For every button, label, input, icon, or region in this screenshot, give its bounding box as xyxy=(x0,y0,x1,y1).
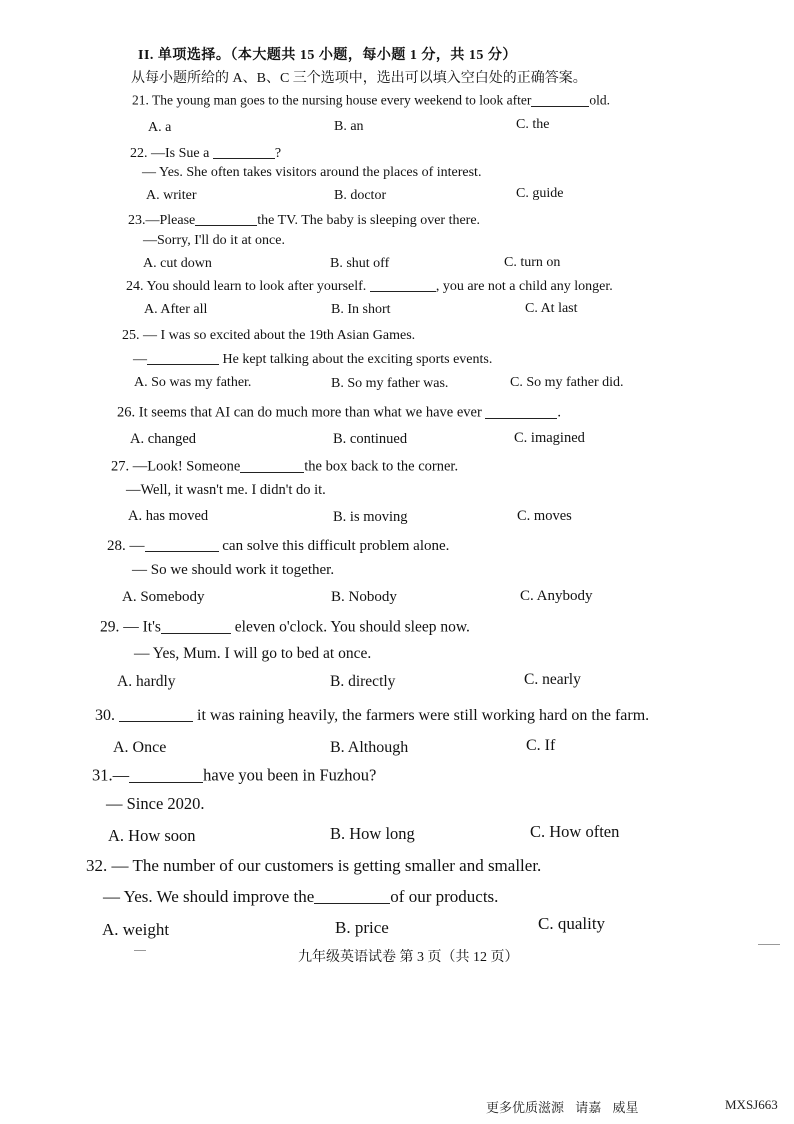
answer-blank xyxy=(161,617,231,634)
option-a: A. cut down xyxy=(143,256,212,271)
answer-blank xyxy=(485,403,557,419)
option-a: A. weight xyxy=(102,920,170,939)
question-number: 21. xyxy=(132,92,149,108)
question-28-reply: — So we should work it together. xyxy=(132,562,335,578)
watermark-text: 更多优质滋源 请嘉 威星 xyxy=(486,1100,639,1115)
option-a: A. a xyxy=(148,120,172,135)
question-text: — xyxy=(129,538,145,554)
question-text: —Look! Someone xyxy=(132,458,241,475)
option-b: B. Although xyxy=(330,739,409,756)
option-c: C. So my father did. xyxy=(510,375,624,390)
question-21 xyxy=(132,92,610,109)
question-32-reply xyxy=(103,886,498,907)
question-number: 23. xyxy=(128,213,146,228)
option-a: A. hardly xyxy=(117,673,176,690)
question-text: . xyxy=(557,404,562,421)
answer-blank xyxy=(195,211,257,226)
question-number: 29. xyxy=(100,618,120,636)
option-a: A. So was my father. xyxy=(134,375,252,390)
question-22 xyxy=(130,144,281,162)
question-text: can solve this difficult problem alone. xyxy=(218,538,450,554)
question-31-reply: — Since 2020. xyxy=(106,794,205,813)
question-27 xyxy=(111,457,458,476)
question-text: eleven o'clock. You should sleep now. xyxy=(230,618,470,636)
answer-blank xyxy=(240,457,304,473)
section-instructions: 从每小题所给的 A、B、C 三个选项中，选出可以填入空白处的正确答案。 xyxy=(131,71,587,86)
option-a: A. Once xyxy=(113,739,167,756)
option-c: C. Anybody xyxy=(520,588,593,604)
question-number: 22. xyxy=(130,146,148,161)
question-text: The young man goes to the nursing house every weekend to look after xyxy=(152,92,532,108)
question-number: 25. xyxy=(122,328,140,343)
question-text: —Is Sue a xyxy=(151,146,213,161)
question-25 xyxy=(122,328,415,344)
question-number: 30. xyxy=(95,707,115,724)
option-c: C. quality xyxy=(538,914,606,933)
question-text: — I was so excited about the 19th Asian Games. xyxy=(143,328,416,343)
question-number: 27. xyxy=(111,458,130,475)
option-b: B. Nobody xyxy=(331,589,397,605)
question-22-reply: — Yes. She often takes visitors around the places of interest. xyxy=(142,165,482,180)
option-c: C. At last xyxy=(525,301,578,316)
option-b: B. doctor xyxy=(334,188,387,203)
option-a: A. Somebody xyxy=(122,589,205,605)
question-30 xyxy=(95,705,649,725)
option-b: B. price xyxy=(335,918,389,937)
question-25-reply xyxy=(133,350,492,368)
question-27-reply: —Well, it wasn't me. I didn't do it. xyxy=(126,482,326,498)
scan-speck xyxy=(134,950,146,951)
question-24 xyxy=(126,277,613,295)
option-a: A. How soon xyxy=(108,826,196,845)
option-c: C. turn on xyxy=(504,255,561,270)
question-text: — It's xyxy=(123,618,161,636)
option-a: A. After all xyxy=(144,302,208,317)
option-c: C. nearly xyxy=(524,671,581,688)
question-29 xyxy=(100,617,470,637)
option-b: B. So my father was. xyxy=(331,376,449,391)
question-text: — xyxy=(112,765,130,785)
option-c: C. How often xyxy=(530,822,620,841)
option-a: A. changed xyxy=(130,431,197,447)
question-text: the box back to the corner. xyxy=(304,458,459,475)
question-text: — Yes. We should improve the xyxy=(103,887,315,906)
question-text: —Please xyxy=(145,213,196,228)
question-number: 28. xyxy=(107,538,126,554)
option-c: C. If xyxy=(526,737,556,754)
option-c: C. imagined xyxy=(514,430,585,446)
question-text: , you are not a child any longer. xyxy=(435,279,613,294)
option-b: B. an xyxy=(334,119,364,134)
question-number: 24. xyxy=(126,279,144,294)
question-text: It seems that AI can do much more than what we have ever xyxy=(138,404,486,421)
question-text: You should learn to look after yourself. xyxy=(146,279,370,294)
question-23 xyxy=(128,211,480,229)
answer-blank xyxy=(370,277,436,292)
page-number-label: 九年级英语试卷 第 3 页（共 12 页） xyxy=(298,950,519,965)
question-26 xyxy=(117,403,561,422)
question-29-reply: — Yes, Mum. I will go to bed at once. xyxy=(134,645,372,662)
answer-blank xyxy=(314,886,390,904)
option-b: B. directly xyxy=(330,673,396,690)
question-23-reply: —Sorry, I'll do it at once. xyxy=(143,233,285,248)
option-b: B. continued xyxy=(333,431,408,447)
question-text: — xyxy=(133,352,147,367)
question-number: 26. xyxy=(117,404,136,421)
answer-blank xyxy=(145,536,219,552)
question-number: 32. xyxy=(86,856,108,875)
option-b: B. shut off xyxy=(330,256,390,271)
option-b: B. How long xyxy=(330,824,415,843)
answer-blank xyxy=(129,765,203,783)
question-text: He kept talking about the exciting sports events. xyxy=(219,352,493,367)
document-code: MXSJ663 xyxy=(725,1097,778,1112)
question-28 xyxy=(107,536,449,555)
question-text: ? xyxy=(274,146,282,161)
option-b: B. is moving xyxy=(333,509,408,525)
option-a: A. has moved xyxy=(128,508,209,524)
answer-blank xyxy=(531,92,589,107)
question-32 xyxy=(86,856,541,876)
option-c: C. guide xyxy=(516,186,564,201)
question-text: the TV. The baby is sleeping over there. xyxy=(257,213,481,228)
question-31 xyxy=(92,765,376,786)
question-text: have you been in Fuzhou? xyxy=(203,765,377,785)
question-text: of our products. xyxy=(390,887,499,906)
question-text: it was raining heavily, the farmers were still working hard on the farm. xyxy=(193,707,650,724)
scan-speck xyxy=(758,944,780,945)
option-a: A. writer xyxy=(146,188,197,203)
question-text: old. xyxy=(589,92,611,108)
option-b: B. In short xyxy=(331,302,391,317)
answer-blank xyxy=(119,705,193,722)
question-number: 31. xyxy=(92,765,113,785)
option-c: C. moves xyxy=(517,508,572,524)
answer-blank xyxy=(213,144,275,159)
question-text: — The number of our customers is getting smaller and smaller. xyxy=(111,856,542,875)
option-c: C. the xyxy=(516,117,550,132)
answer-blank xyxy=(147,350,219,365)
section-heading: II. 单项选择。（本大题共 15 小题，每小题 1 分，共 15 分） xyxy=(138,48,517,63)
